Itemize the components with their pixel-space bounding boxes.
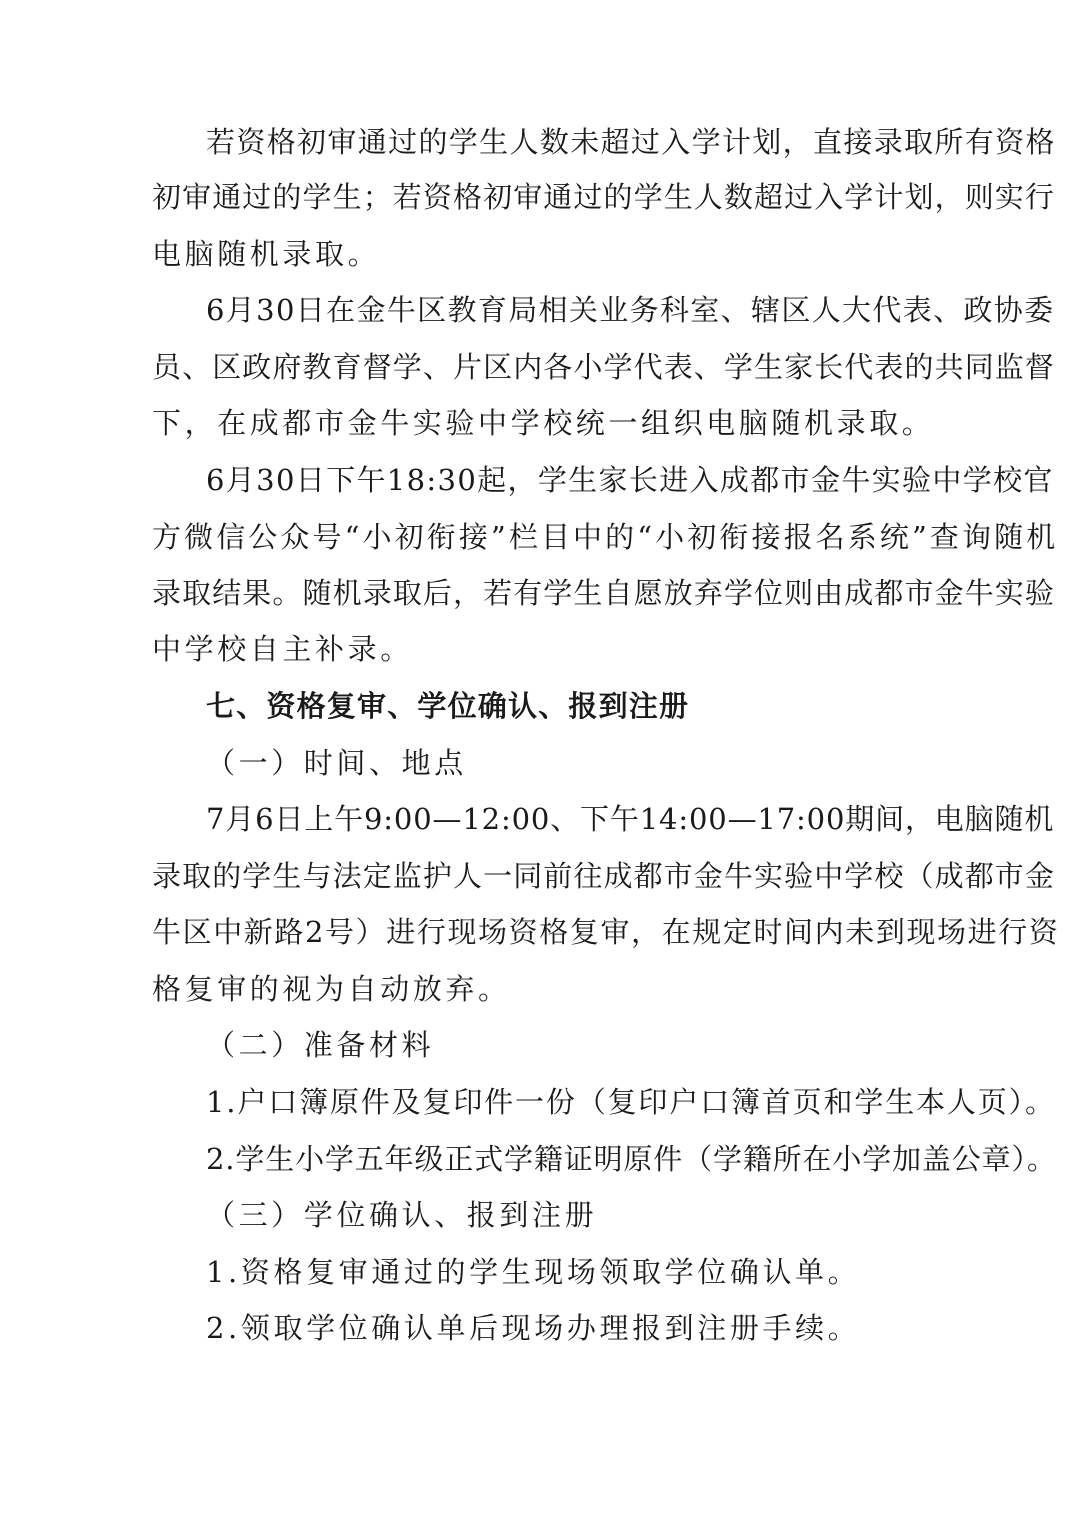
- line-text: 方微信公众号“小初衔接”栏目中的“小初衔接报名系统”查询随机: [152, 520, 1059, 554]
- paragraph-line: [0, 903, 1080, 961]
- subsection-heading: [0, 1186, 1080, 1244]
- line-text: 初审通过的学生；若资格初审通过的学生人数超过入学计划，则实行: [152, 180, 1056, 214]
- line-text: 1.资格复审通过的学生现场领取学位确认单。: [206, 1255, 861, 1289]
- list-item: [0, 1130, 1080, 1188]
- paragraph-line: [0, 281, 1080, 339]
- line-text: 录取结果。随机录取后，若有学生自愿放弃学位则由成都市金牛实验: [152, 576, 1056, 610]
- line-text: 7月6日上午9:00—12:00、下午14:00—17:00期间，电脑随机: [206, 802, 1055, 836]
- heading-text: 七、资格复审、学位确认、报到注册: [206, 689, 690, 723]
- paragraph-line: [0, 338, 1080, 396]
- line-text: 2.学生小学五年级正式学籍证明原件（学籍所在小学加盖公章）。: [206, 1142, 1057, 1176]
- paragraph-line: [0, 168, 1080, 226]
- line-text: 下，在成都市金牛实验中学校统一组织电脑随机录取。: [152, 406, 935, 440]
- line-text: （一）时间、地点: [206, 746, 467, 780]
- line-text: 6月30日下午18:30起，学生家长进入成都市金牛实验中学校官: [206, 463, 1054, 497]
- line-text: 格复审的视为自动放弃。: [152, 972, 511, 1006]
- subsection-heading: [0, 734, 1080, 792]
- list-item: [0, 1073, 1080, 1131]
- paragraph-line: [0, 451, 1080, 509]
- paragraph-line: [0, 620, 1080, 678]
- paragraph-line: [0, 113, 1080, 171]
- paragraph-line: [0, 790, 1080, 848]
- paragraph-line: [0, 960, 1080, 1018]
- line-text: 6月30日在金牛区教育局相关业务科室、辖区人大代表、政协委: [206, 293, 1055, 327]
- paragraph-line: [0, 847, 1080, 905]
- list-item: [0, 1299, 1080, 1357]
- paragraph-line: [0, 394, 1080, 452]
- paragraph-line: [0, 225, 1080, 283]
- line-text: 若资格初审通过的学生人数未超过入学计划，直接录取所有资格: [206, 125, 1056, 159]
- line-text: 录取的学生与法定监护人一同前往成都市金牛实验中学校（成都市金: [152, 859, 1056, 893]
- line-text: （二）准备材料: [206, 1028, 435, 1062]
- line-text: 牛区中新路2号）进行现场资格复审，在规定时间内未到现场进行资: [152, 915, 1060, 949]
- paragraph-line: [0, 508, 1080, 566]
- line-text: 2.领取学位确认单后现场办理报到注册手续。: [206, 1311, 861, 1345]
- line-text: 中学校自主补录。: [152, 632, 413, 666]
- list-item: [0, 1243, 1080, 1301]
- paragraph-line: [0, 564, 1080, 622]
- line-text: 1.户口簿原件及复印件一份（复印户口簿首页和学生本人页）。: [206, 1085, 1056, 1119]
- subsection-heading: [0, 1016, 1080, 1074]
- section-heading: [0, 677, 1080, 735]
- line-text: （三）学位确认、报到注册: [206, 1198, 598, 1232]
- line-text: 员、区政府教育督学、片区内各小学代表、学生家长代表的共同监督: [152, 350, 1056, 384]
- line-text: 电脑随机录取。: [152, 237, 381, 271]
